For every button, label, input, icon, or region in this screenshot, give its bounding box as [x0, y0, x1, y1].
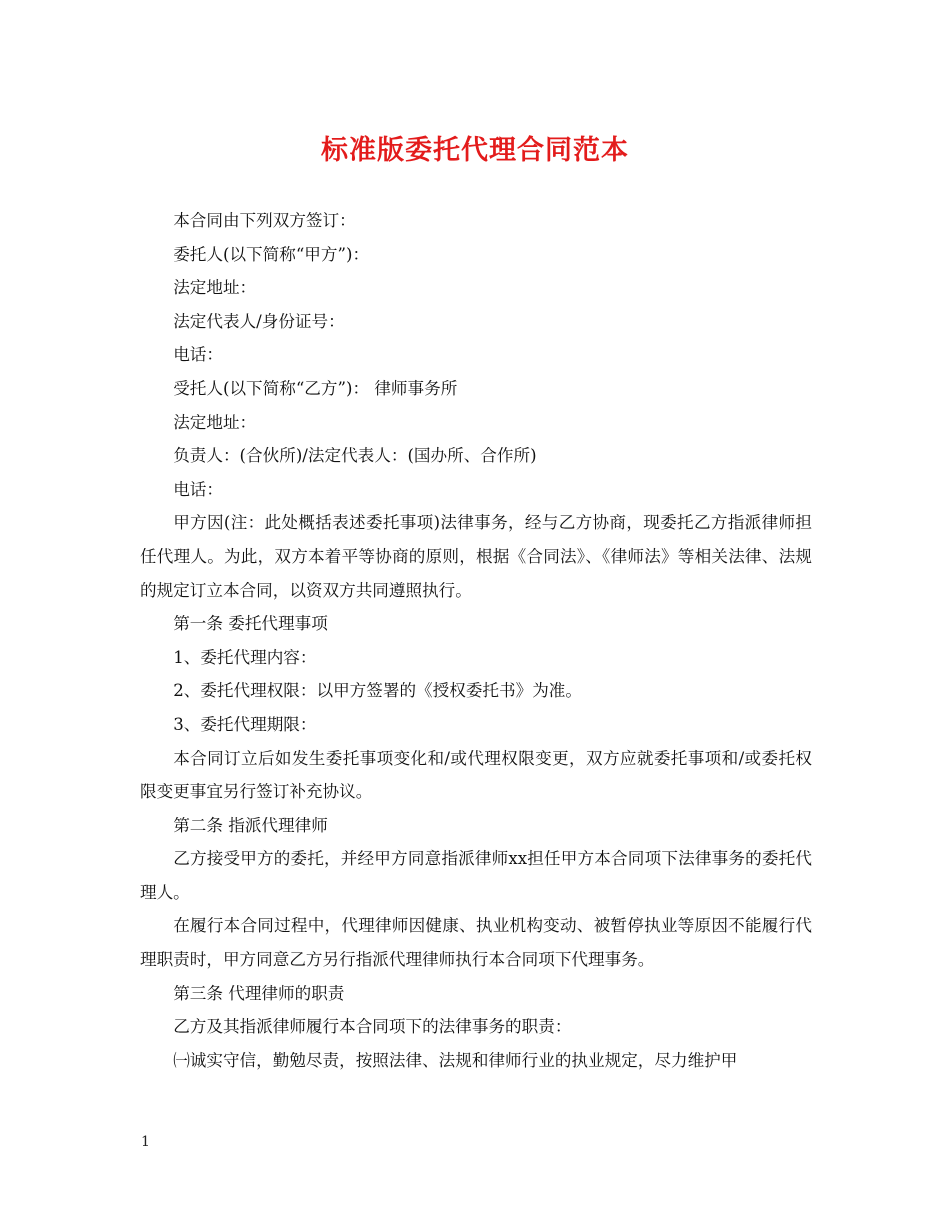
paragraph: 乙方接受甲方的委托，并经甲方同意指派律师xx担任甲方本合同项下法律事务的委托代理人。 — [140, 849, 812, 902]
paragraph: 本合同订立后如发生委托事项变化和/或代理权限变更，双方应就委托事项和/或委托权限变更事宜另行签订补充协议。 — [140, 748, 812, 802]
paragraph: 电话： — [173, 345, 223, 365]
paragraph: 乙方及其指派律师履行本合同项下的法律事务的职责： — [173, 1017, 572, 1037]
paragraph: 甲方因(注：此处概括表述委托事项)法律事务，经与乙方协商，现委托乙方指派律师担任代理人。为此，双方本着平等协商的原则，根据《合同法》、《律师法》等相关法律、法规的规定订立本合同，以资双方共同遵照执行。 — [140, 513, 812, 600]
page-number: 1 — [141, 1134, 150, 1150]
document-title: 标准版委托代理合同范本 — [321, 135, 629, 166]
paragraph: 法定地址： — [173, 412, 257, 432]
paragraph: 2、委托代理权限：以甲方签署的《授权委托书》为准。 — [173, 681, 582, 701]
paragraph: 在履行本合同过程中，代理律师因健康、执业机构变动、被暂停执业等原因不能履行代理职责时，甲方同意乙方另行指派代理律师执行本合同项下代理事务。 — [140, 916, 812, 970]
paragraph: 3、委托代理期限： — [173, 714, 317, 734]
paragraph: 电话： — [173, 479, 223, 499]
document-body — [140, 204, 812, 1077]
paragraph: 受托人(以下简称“乙方”)： 律师事务所 — [173, 378, 458, 398]
section-heading: 第三条 代理律师的职责 — [173, 983, 345, 1003]
paragraph: 委托人(以下简称“甲方”)： — [173, 244, 370, 264]
section-heading: 第一条 委托代理事项 — [173, 614, 328, 634]
paragraph: 本合同由下列双方签订： — [173, 211, 356, 230]
paragraph: 负责人：(合伙所)/法定代表人：(国办所、合作所) — [173, 446, 537, 466]
section-heading: 第二条 指派代理律师 — [173, 815, 328, 835]
paragraph: ㈠诚实守信，勤勉尽责，按照法律、法规和律师行业的执业规定，尽力维护甲 — [173, 1050, 738, 1070]
paragraph: 法定地址： — [173, 278, 257, 298]
paragraph: 法定代表人/身份证号： — [173, 311, 345, 331]
paragraph: 1、委托代理内容： — [173, 647, 317, 667]
